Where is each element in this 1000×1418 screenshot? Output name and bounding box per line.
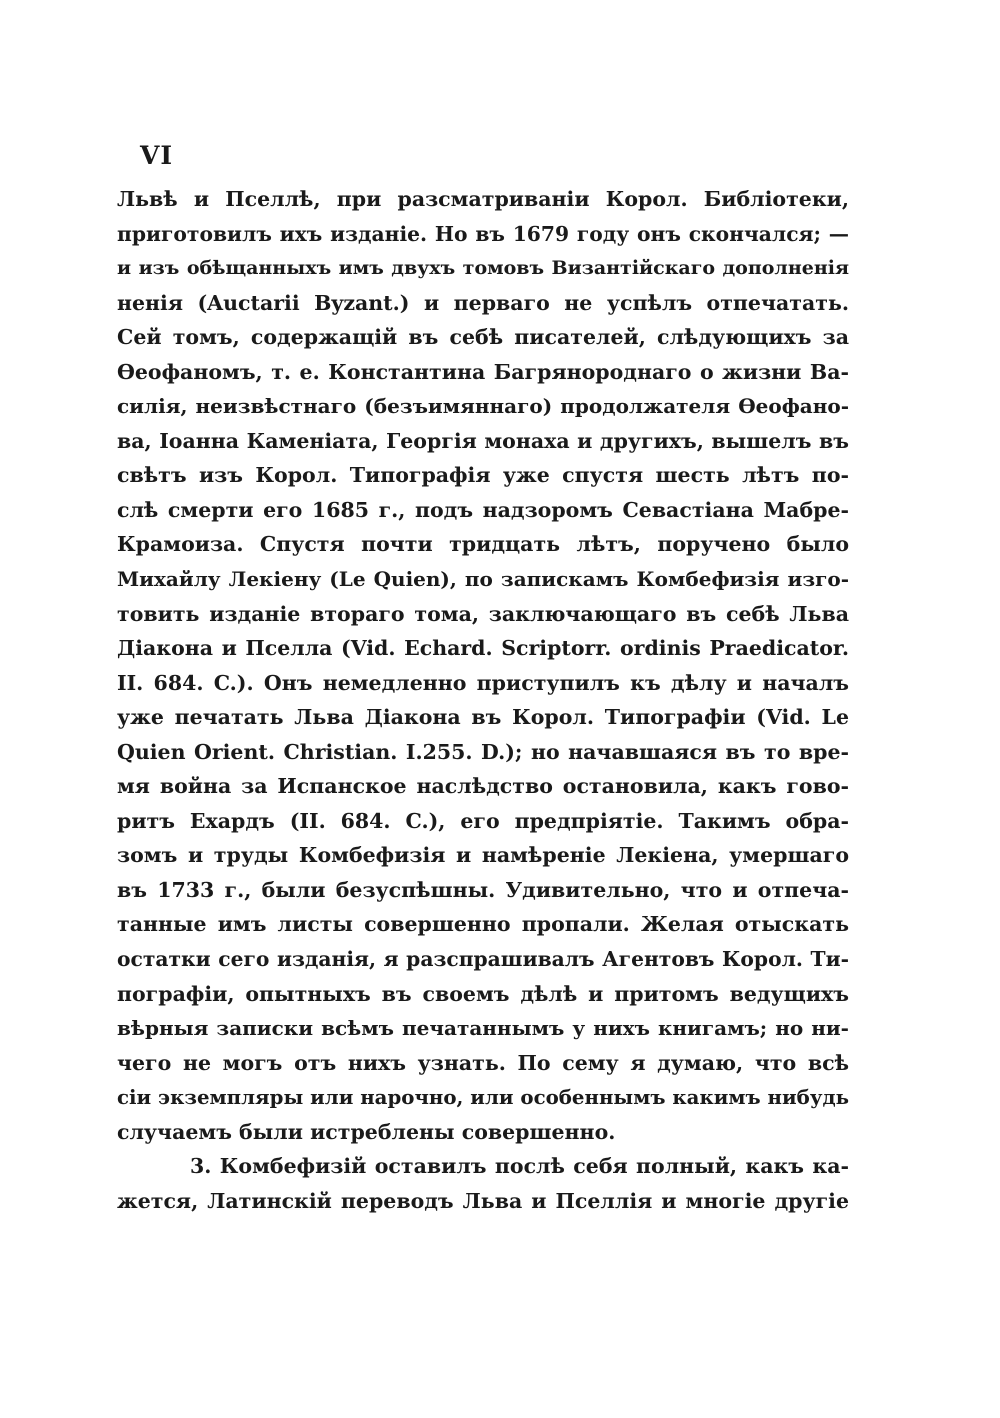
body-text — [117, 182, 849, 1218]
text-line: пографіи, опытныхъ въ своемъ дѣлѣ и притомъ ведущихъ — [117, 981, 849, 1006]
text-line: Львѣ и Пселлѣ, при разсматриваніи Корол. Библіотеки, — [117, 187, 849, 211]
text-line: Ѳеофаномъ, т. е. Константина Багрянороднаго о жизни Ва- — [117, 359, 849, 384]
text-line: и изъ обѣщанныхъ имъ двухъ томовъ Византійскаго дополненія — [117, 257, 849, 280]
text-line: Михайлу Лекіену (Le Quien), по запискамъ Комбефизія изго- — [117, 567, 849, 592]
text-line: сіи экземпляры или нарочно, или особеннымъ какимъ нибудь — [117, 1085, 849, 1110]
text-line: жется, Латинскій переводъ Льва и Пселлія и многіе другіе — [117, 1188, 849, 1213]
text-line: танные имъ листы совершенно пропали. Желая отыскать — [117, 912, 849, 937]
text-line: въ 1733 г., были безуспѣшны. Удивительно, что и отпеча- — [117, 877, 849, 902]
text-line: Quien Orient. Christian. I.255. D.); но начавшаяся въ то вре- — [117, 739, 849, 764]
text-line: 3. Комбефизій оставилъ послѣ себя полный, какъ ка- — [190, 1154, 849, 1179]
text-line: силія, неизвѣстнаго (безъимяннаго) продолжателя Ѳеофано- — [117, 394, 849, 419]
text-line: II. 684. C.). Онъ немедленно приступилъ къ дѣлу и началъ — [117, 670, 849, 695]
text-line: приготовилъ ихъ изданіе. Но въ 1679 году онъ скончался; — — [117, 221, 849, 246]
text-line: ненія (Auctarii Byzant.) и перваго не успѣлъ отпечатать. — [117, 290, 849, 315]
text-line: ритъ Ехардъ (II. 684. C.), его предпріятіе. Такимъ обра- — [117, 808, 849, 833]
text-line: вѣрныя записки всѣмъ печатаннымъ у нихъ книгамъ; но ни- — [117, 1016, 849, 1041]
text-line: уже печатать Льва Діакона въ Корол. Типографіи (Vid. Le — [117, 705, 849, 730]
text-line: Сей томъ, содержащій въ себѣ писателей, слѣдующихъ за — [117, 325, 849, 350]
page-number: VI — [140, 141, 174, 170]
text-line: ва, Іоанна Каменіата, Георгія монаха и другихъ, вышелъ въ — [117, 428, 849, 453]
text-line: чего не могъ отъ нихъ узнать. По сему я думаю, что всѣ — [117, 1050, 849, 1075]
text-line: товить изданіе втораго тома, заключающаго въ себѣ Льва — [117, 601, 849, 626]
text-line: Діакона и Пселла (Vid. Echard. Scriptorr. ordinis Praedicator. — [117, 636, 849, 661]
text-line: случаемъ были истреблены совершенно. — [117, 1119, 616, 1144]
text-line: зомъ и труды Комбефизія и намѣреніе Лекіена, умершаго — [117, 843, 849, 868]
text-line: мя война за Испанское наслѣдство остановила, какъ гово- — [117, 774, 849, 799]
text-line: остатки сего изданія, я разспрашивалъ Агентовъ Корол. Ти- — [117, 947, 849, 972]
text-line: Крамоиза. Спустя почти тридцать лѣтъ, поручено было — [117, 532, 849, 557]
text-line: свѣтъ изъ Корол. Типографія уже спустя шесть лѣтъ по- — [117, 463, 849, 488]
text-line: слѣ смерти его 1685 г., подъ надзоромъ Севастіана Мабре- — [117, 497, 849, 522]
